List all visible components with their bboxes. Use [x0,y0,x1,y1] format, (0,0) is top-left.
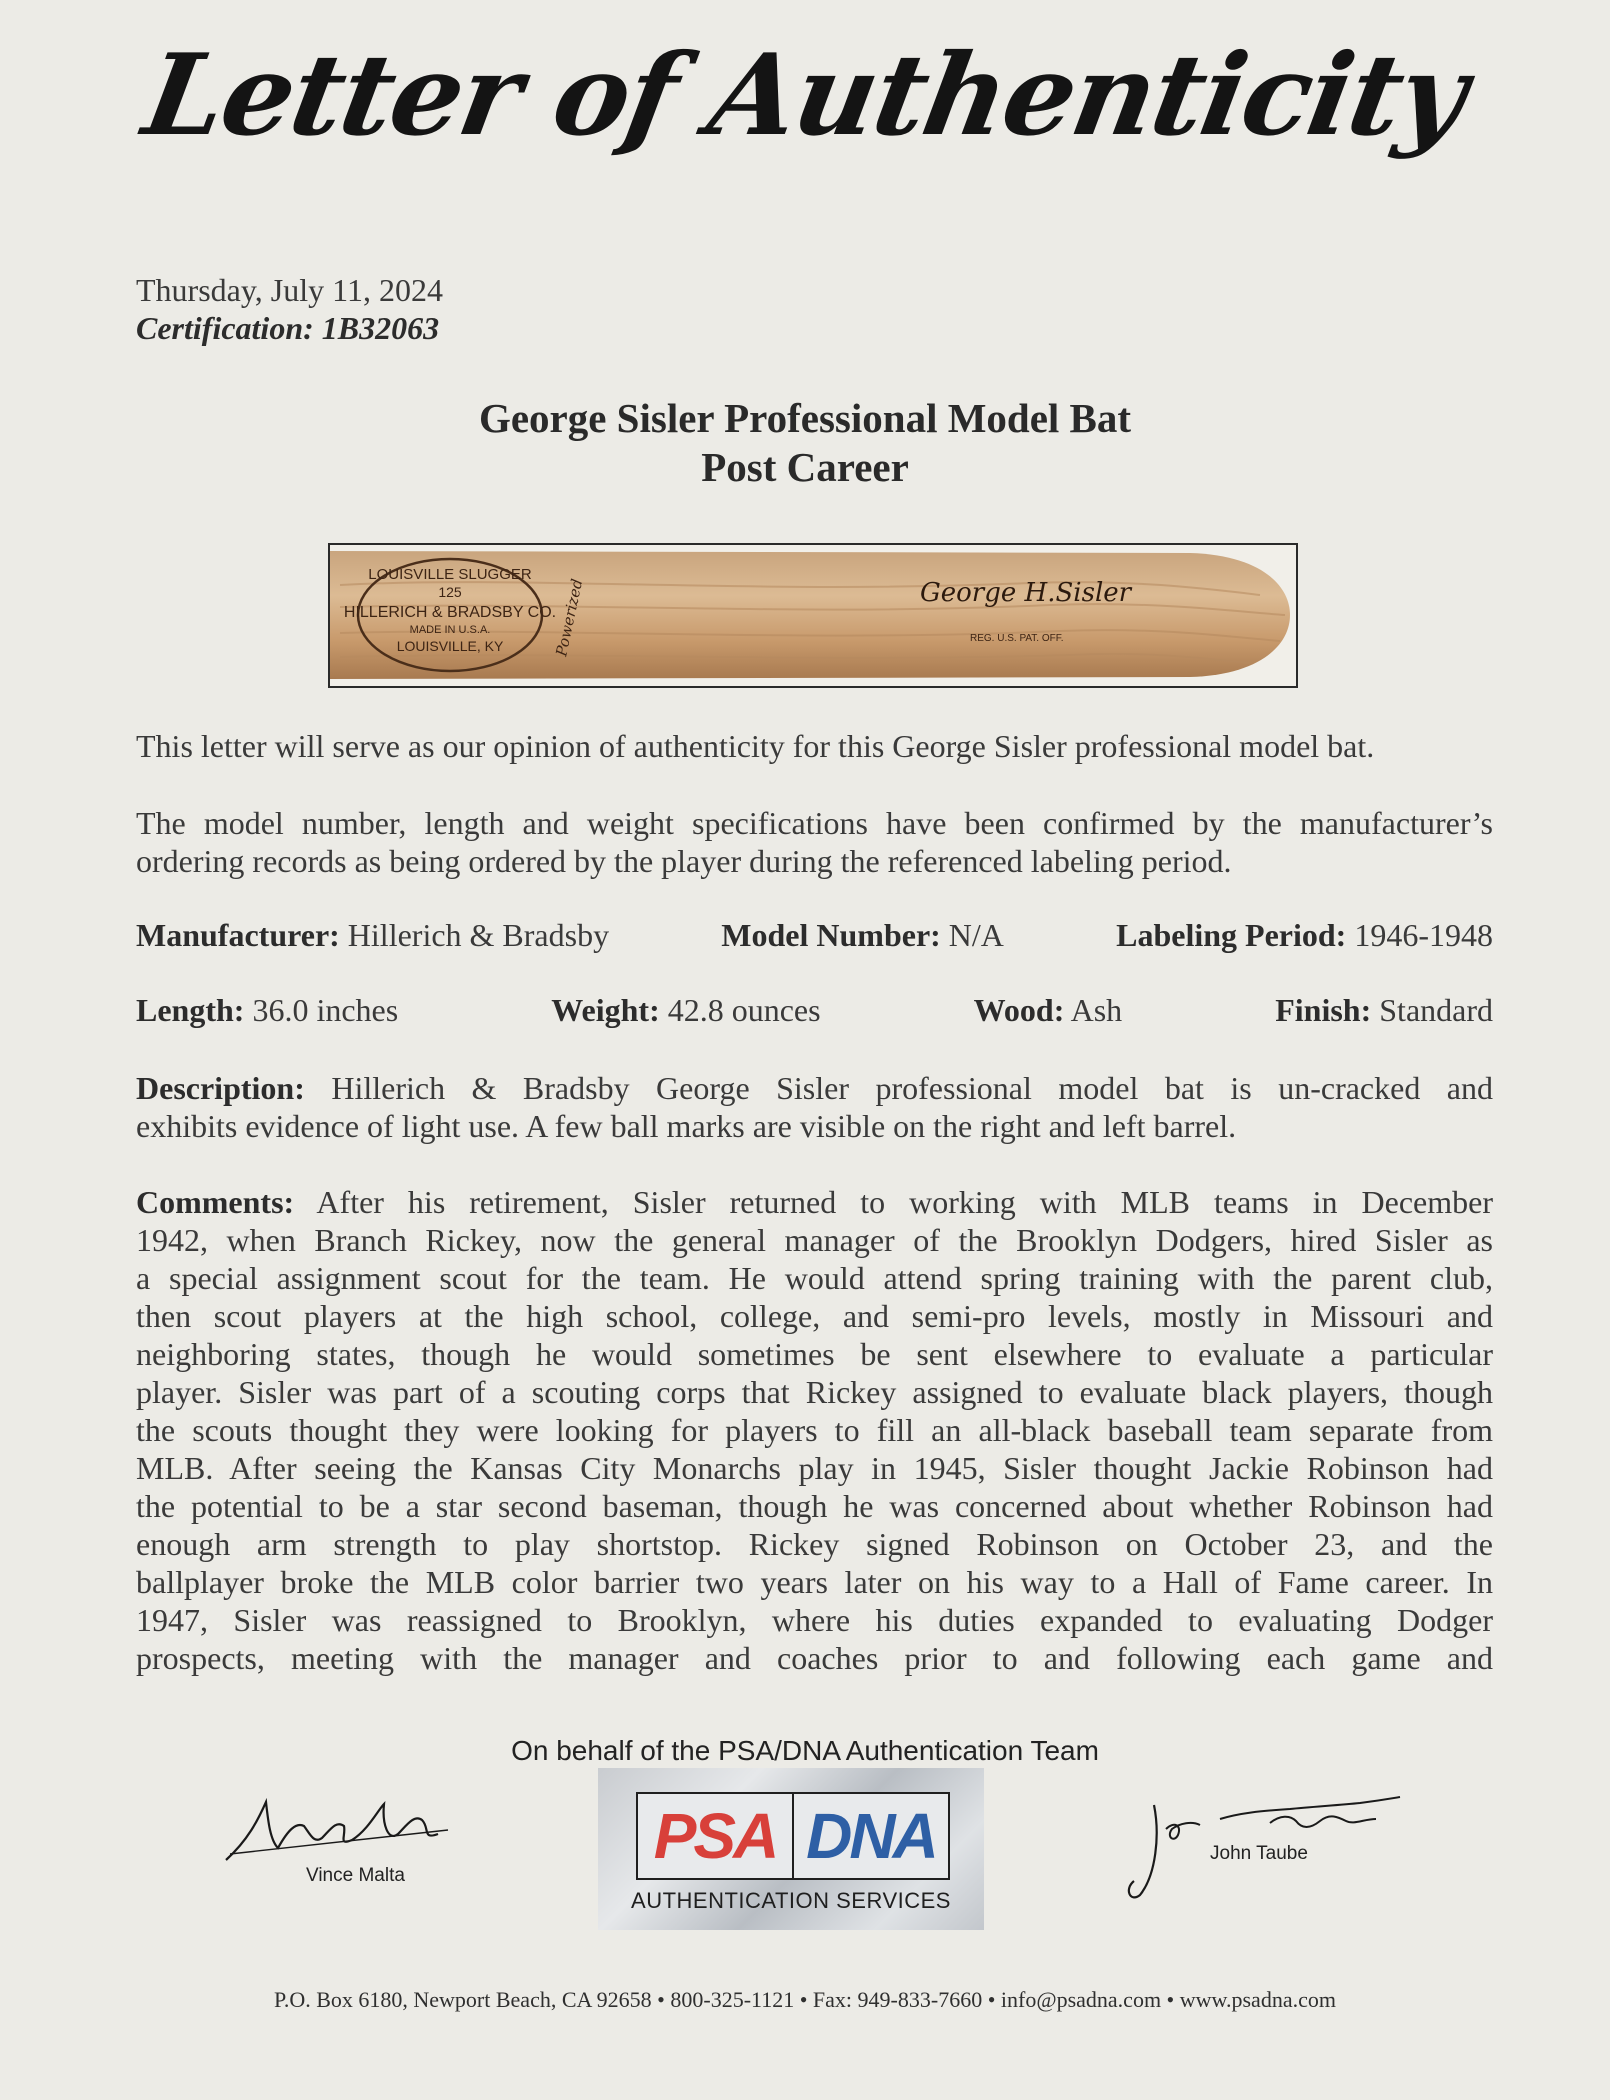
certification-line [136,310,439,347]
comments-line: MLB. After seeing the Kansas City Monarchs play in 1945, Sisler thought Jackie Robinson had [136,1450,1493,1486]
comments-line: enough arm strength to play shortstop. Rickey signed Robinson on October 23, and the [136,1526,1493,1562]
certification-label: Certification: [136,310,314,346]
comments-label: Comments: [136,1184,295,1220]
description-line1: Hillerich & Bradsby George Sisler professional model bat is un-cracked and [331,1070,1494,1106]
item-title-line2: Post Career [701,444,909,490]
description-paragraph [136,1069,1493,1145]
comments-line: the scouts thought they were looking for players to fill an all-black baseball team separate from [136,1412,1493,1448]
comments-line: 1942, when Branch Rickey, now the general manager of the Brooklyn Dodgers, hired Sisler as [136,1222,1493,1258]
spec-manufacturer: Manufacturer: Hillerich & Bradsby [136,917,610,953]
powerized-stamp: Powerized [552,577,587,658]
dna-logo-text: DNA [806,1800,936,1872]
stamp-company-text: HILLERICH & BRADSBY CO. [343,604,557,621]
letter-date: Thursday, July 11, 2024 [136,272,443,308]
stamp-top-text: LOUISVILLE SLUGGER [368,566,532,583]
stamp-model-text: 125 [438,584,462,600]
footer-contact: P.O. Box 6180, Newport Beach, CA 92658 • 800-325-1121 • Fax: 949-833-7660 • info@psadna.com • www.psadna.com [274,1987,1336,2012]
bat-signature: George H.Sisler [920,578,1132,608]
right-signer-name: John Taube [1210,1843,1308,1864]
comments-line: After his retirement, Sisler returned to working with MLB teams in December [316,1184,1494,1220]
model-paragraph-line1: The model number, length and weight specifications have been confirmed by the manufacturer’s [136,805,1493,841]
model-paragraph [136,804,1493,880]
comments-paragraph [136,1183,1493,1677]
comments-line: player. Sisler was part of a scouting corps that Rickey assigned to evaluate black players, though [136,1374,1493,1410]
comments-line: ballplayer broke the MLB color barrier two years later on his way to a Hall of Fame career. In [136,1564,1493,1600]
item-title-line1: George Sisler Professional Model Bat [478,395,1132,441]
description-label: Description: [136,1070,305,1106]
certification-number: 1B32063 [321,310,440,346]
letter-title: Letter of Authenticity [135,30,1475,161]
comments-line: the potential to be a star second baseman, though he was concerned about whether Robinson had [136,1488,1493,1524]
psa-dna-logo [598,1768,984,1930]
comments-line: 1947, Sisler was reassigned to Brooklyn, where his duties expanded to evaluating Dodger [136,1602,1493,1638]
description-line2: exhibits evidence of light use. A few ball marks are visible on the right and left barrel. [136,1108,1237,1144]
vince-malta-signature [218,1790,478,1870]
patent-stamp: REG. U.S. PAT. OFF. [970,633,1064,644]
bat-illustration [330,545,1296,686]
comments-line: neighboring states, though he would sometimes be sent elsewhere to evaluate a particular [136,1336,1493,1372]
spec-labeling-period: Labeling Period: 1946-1948 [1116,917,1493,953]
spec-weight: Weight: 42.8 ounces [551,992,821,1028]
item-title [0,394,1610,492]
stamp-made-text: MADE IN U.S.A. [409,624,491,636]
model-paragraph-line2: ordering records as being ordered by the player during the referenced labeling period. [136,843,1232,879]
behalf-line: On behalf of the PSA/DNA Authentication Team [511,1735,1099,1766]
comments-line: a special assignment scout for the team. He would attend spring training with the parent club, [136,1260,1493,1296]
left-signer-name: Vince Malta [306,1865,405,1886]
bat-photo [328,543,1298,688]
comments-line: prospects, meeting with the manager and coaches prior to and following each game and [136,1640,1493,1676]
spec-length: Length: 36.0 inches [136,992,399,1028]
spec-row-2 [136,992,1493,1029]
intro-paragraph: This letter will serve as our opinion of authenticity for this George Sisler professional model bat. [136,728,1375,764]
spec-wood: Wood: Ash [973,992,1123,1028]
comments-line: then scout players at the high school, college, and semi-pro levels, mostly in Missouri and [136,1298,1493,1334]
spec-model-number: Model Number: N/A [721,917,1004,953]
stamp-city-text: LOUISVILLE, KY [396,638,504,654]
spec-finish: Finish: Standard [1275,992,1493,1028]
psa-logo-text: PSA [638,1794,794,1878]
spec-row-1 [136,917,1493,954]
authentication-services-text: AUTHENTICATION SERVICES [631,1888,951,1913]
